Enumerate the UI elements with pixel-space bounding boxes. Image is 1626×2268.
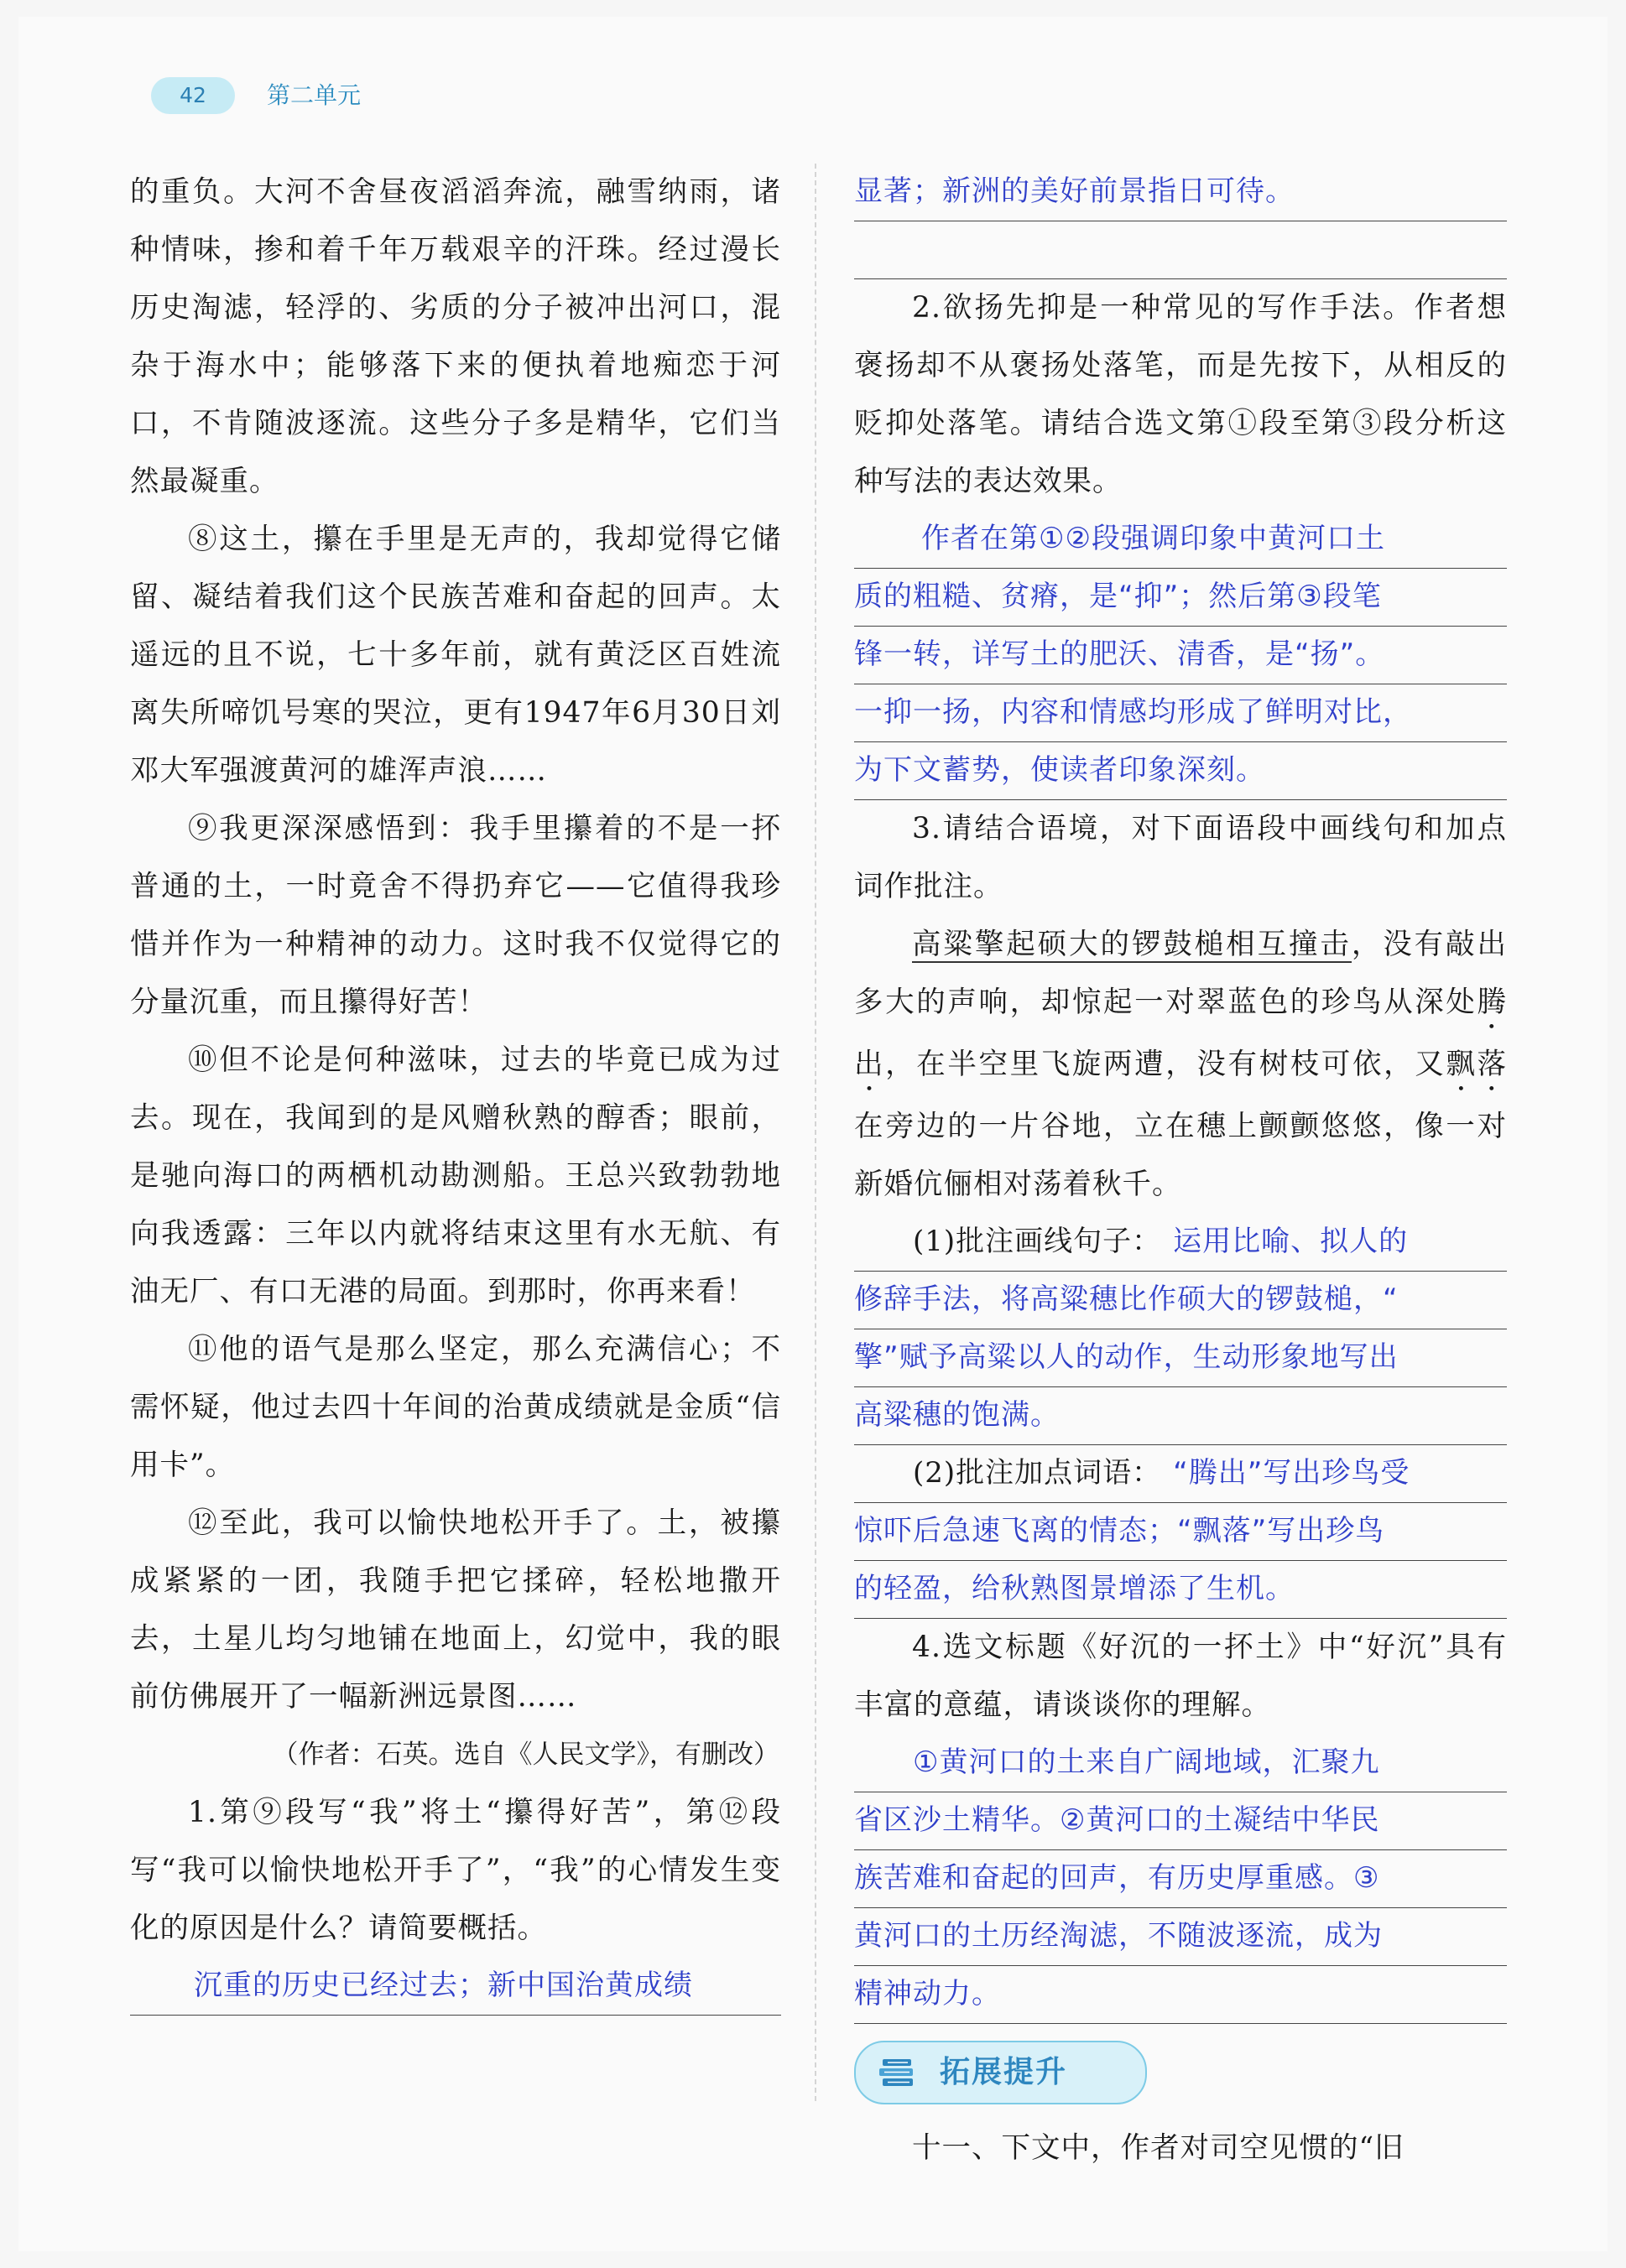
right-column bbox=[854, 164, 1507, 2177]
answer-line[interactable] bbox=[854, 742, 1507, 800]
answer-text: “腾出”写出珍鸟受 bbox=[1173, 1456, 1410, 1490]
answer-line[interactable] bbox=[854, 1329, 1507, 1387]
answer-line[interactable] bbox=[854, 511, 1507, 569]
paragraph-10: ⑩但不论是何种滋味，过去的毕竟已成为过去。现在，我闻到的是风赠秋熟的醇香；眼前，是驰向海口的两栖机动勘测船。王总兴致勃勃地向我透露：三年以内就将结束这里有水无航、有油无厂、有口无港的局面。到那时，你再来看！ bbox=[130, 1043, 781, 1308]
page-number-badge: 42 bbox=[151, 77, 235, 114]
passage-text: 在旁边的一片谷地，立在穗上颤颤悠悠，像一对新婚伉俪相对荡着秋千。 bbox=[854, 1110, 1507, 1201]
answer-line[interactable] bbox=[854, 1792, 1507, 1850]
subquestion-label: (1)批注画线句子： bbox=[913, 1225, 1162, 1258]
answer-text: 沉重的历史已经过去；新中国治黄成绩 bbox=[194, 1969, 693, 2002]
dotted-word-tengchu: 腾出 bbox=[854, 986, 1507, 1081]
answer-line[interactable] bbox=[130, 1958, 781, 2016]
answer-text: 擎”赋予高粱以人的动作，生动形象地写出 bbox=[854, 1340, 1399, 1374]
answer-text: 惊吓后急速飞离的情态；“飘落”写出珍鸟 bbox=[854, 1514, 1385, 1548]
answer-line[interactable] bbox=[854, 684, 1507, 742]
books-icon bbox=[878, 2056, 918, 2089]
paragraph-11: ⑪他的语气是那么坚定，那么充满信心；不需怀疑，他过去四十年间的治黄成绩就是金质“信用卡”。 bbox=[130, 1333, 781, 1482]
passage-excerpt bbox=[854, 916, 1507, 1214]
answer-line[interactable] bbox=[854, 1966, 1507, 2024]
answer-line[interactable] bbox=[854, 569, 1507, 627]
answer-text: 为下文蓄势，使读者印象深刻。 bbox=[854, 753, 1265, 787]
question-4: 4.选文标题《好沉的一抔土》中“好沉”具有丰富的意蕴，请谈谈你的理解。 bbox=[854, 1631, 1507, 1722]
answer-line[interactable] bbox=[854, 1272, 1507, 1329]
answer-line[interactable] bbox=[854, 1387, 1507, 1445]
answer-text: 显著；新洲的美好前景指日可待。 bbox=[854, 174, 1295, 208]
answer-text: 精神动力。 bbox=[854, 1977, 1001, 2011]
answer-text: 一抑一扬，内容和情感均形成了鲜明对比， bbox=[854, 695, 1412, 729]
answer-text: 族苦难和奋起的回声，有历史厚重感。③ bbox=[854, 1861, 1380, 1895]
answer-text: ①黄河口的土来自广阔地域，汇聚九 bbox=[913, 1745, 1380, 1779]
question-2: 2.欲扬先抑是一种常见的写作手法。作者想褒扬却不从褒扬处落笔，而是先按下，从相反的贬抑处落笔。请结合选文第①段至第③段分析这种写法的表达效果。 bbox=[854, 291, 1507, 498]
answer-line[interactable] bbox=[854, 1503, 1507, 1561]
answer-line[interactable] bbox=[854, 1561, 1507, 1619]
answer-text: 省区沙土精华。②黄河口的土凝结中华民 bbox=[854, 1803, 1380, 1837]
left-column bbox=[130, 164, 781, 2016]
dotted-word-piaoluo: 飘落 bbox=[1446, 1048, 1507, 1081]
answer-line[interactable] bbox=[854, 164, 1507, 221]
section-title: 拓展提升 bbox=[940, 2055, 1068, 2089]
answer-text: 修辞手法，将高粱穗比作硕大的锣鼓槌，“ bbox=[854, 1282, 1399, 1316]
answer-line[interactable] bbox=[854, 1850, 1507, 1908]
source-citation: （作者：石英。选自《人民文学》，有删改） bbox=[272, 1740, 779, 1770]
answer-text: 黄河口的土历经淘滤，不随波逐流，成为 bbox=[854, 1919, 1383, 1953]
answer-line[interactable] bbox=[854, 627, 1507, 684]
paragraph-9: ⑨我更深深感悟到：我手里攥着的不是一抔普通的土，一时竟舍不得扔弃它——它值得我珍惜并作为一种精神的动力。这时我不仅觉得它的分量沉重，而且攥得好苦！ bbox=[130, 812, 781, 1019]
question-3: 3.请结合语境，对下面语段中画线句和加点词作批注。 bbox=[854, 812, 1507, 903]
answer-text: 的轻盈，给秋熟图景增添了生机。 bbox=[854, 1572, 1295, 1605]
question-1: 1.第⑨段写“我”将土“攥得好苦”，第⑫段写“我可以愉快地松开手了”，“我”的心情发生变化的原因是什么？请简要概括。 bbox=[130, 1796, 781, 1945]
answer-line[interactable] bbox=[854, 1214, 1507, 1272]
paragraph-continued: 的重负。大河不舍昼夜滔滔奔流，融雪纳雨，诸种情味，掺和着千年万载艰辛的汗珠。经过漫长历史淘滤，轻浮的、劣质的分子被冲出河口，混杂于海水中；能够落下来的便执着地痴恋于河口，不肯随波逐流。这些分子多是精华，它们当然最凝重。 bbox=[130, 175, 781, 498]
blank-answer-line[interactable] bbox=[854, 221, 1507, 279]
answer-line[interactable] bbox=[854, 1908, 1507, 1966]
section-banner bbox=[854, 2041, 1147, 2104]
column-divider bbox=[815, 164, 816, 2101]
answer-text: 质的粗糙、贫瘠，是“抑”；然后第③段笔 bbox=[854, 580, 1382, 613]
paragraph-12: ⑫至此，我可以愉快地松开手了。土，被攥成紧紧的一团，我随手把它揉碎，轻松地撒开去，土星儿均匀地铺在地面上，幻觉中，我的眼前仿佛展开了一幅新洲远景图…… bbox=[130, 1506, 781, 1714]
answer-text: 作者在第①②段强调印象中黄河口土 bbox=[921, 522, 1385, 555]
answer-line[interactable] bbox=[854, 1735, 1507, 1792]
paragraph-8: ⑧这土，攥在手里是无声的，我却觉得它储留、凝结着我们这个民族苦难和奋起的回声。太遥远的且不说，七十多年前，就有黄泛区百姓流离失所啼饥号寒的哭泣，更有1947年6月30日刘邓大军强渡黄河的雄浑声浪…… bbox=[130, 523, 781, 788]
question-11-intro: 十一、下文中，作者对司空见惯的“旧 bbox=[912, 2131, 1405, 2165]
subquestion-label: (2)批注加点词语： bbox=[913, 1456, 1162, 1490]
passage-text: ，没有敲出多大的声响，却惊起一对翠蓝色的珍鸟从深处 bbox=[854, 928, 1508, 1019]
answer-text: 运用比喻、拟人的 bbox=[1173, 1225, 1409, 1258]
answer-text: 锋一转，详写土的肥沃、清香，是“扬”。 bbox=[854, 637, 1385, 671]
unit-title: 第二单元 bbox=[267, 81, 362, 109]
underlined-sentence: 高粱擎起硕大的锣鼓槌相互撞击 bbox=[912, 928, 1352, 961]
answer-text: 高粱穗的饱满。 bbox=[854, 1398, 1060, 1432]
passage-text: ，在半空里飞旋两遭，没有树枝可依，又 bbox=[885, 1048, 1446, 1081]
answer-line[interactable] bbox=[854, 1445, 1507, 1503]
